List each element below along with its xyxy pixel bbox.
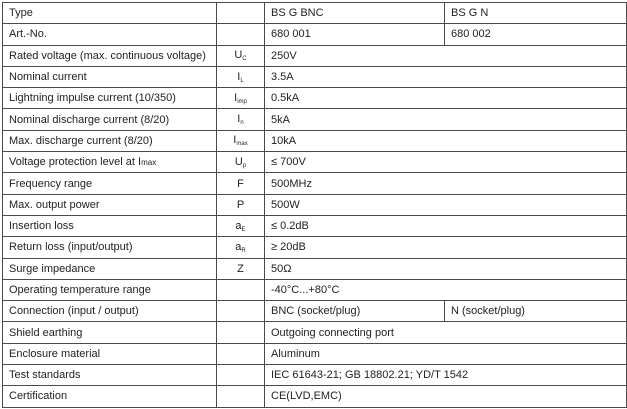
symbol-sub: E [241, 226, 246, 233]
symbol-main: U [234, 49, 243, 62]
row-label: Max. output power [3, 194, 217, 215]
row-label: Insertion loss [3, 215, 217, 236]
symbol-main: P [236, 198, 245, 211]
bnc-value: BNC (socket/plug) [265, 301, 445, 322]
row-label: Art.-No. [3, 24, 217, 45]
row-symbol [217, 173, 265, 194]
row-label: Nominal discharge current (8/20) [3, 109, 217, 130]
table-row [3, 45, 627, 66]
symbol-main: I [233, 134, 237, 147]
row-label: Enclosure material [3, 343, 217, 364]
table-row [3, 194, 627, 215]
row-label: Operating temperature range [3, 279, 217, 300]
table-row [3, 109, 627, 130]
row-label: Nominal current [3, 66, 217, 87]
row-symbol [217, 66, 265, 87]
symbol-main: a [235, 240, 242, 253]
bnc-value: 680 001 [265, 24, 445, 45]
n-value: BS G N [445, 3, 627, 24]
symbol-main: a [235, 219, 242, 232]
bnc-value: BS G BNC [265, 3, 445, 24]
n-value: N (socket/plug) [445, 301, 627, 322]
table-row [3, 322, 627, 343]
row-value: 500W [265, 194, 627, 215]
row-symbol [217, 322, 265, 343]
row-label-sub: max [141, 158, 157, 168]
row-symbol [217, 24, 265, 45]
table-row [3, 279, 627, 300]
table-row [3, 386, 627, 407]
symbol-main: I [237, 113, 241, 126]
symbol-sub: imp [237, 98, 247, 105]
spec-table [2, 2, 627, 408]
table-row [3, 237, 627, 258]
row-symbol [217, 301, 265, 322]
row-value: ≥ 20dB [265, 237, 627, 258]
row-symbol [217, 109, 265, 130]
row-value: ≤ 0.2dB [265, 215, 627, 236]
table-row [3, 130, 627, 151]
symbol-sub: n [240, 120, 244, 127]
table-row [3, 301, 627, 322]
row-label: Lightning impulse current (10/350) [3, 88, 217, 109]
n-value: 680 002 [445, 24, 627, 45]
row-label-text: Voltage protection level at I [9, 156, 142, 169]
row-label: Return loss (input/output) [3, 237, 217, 258]
symbol-main: I [237, 70, 241, 83]
row-label [3, 152, 217, 173]
table-row [3, 365, 627, 386]
row-value: 3.5A [265, 66, 627, 87]
row-symbol [217, 45, 265, 66]
row-symbol [217, 386, 265, 407]
table-row [3, 24, 627, 45]
symbol-sub: p [242, 162, 247, 169]
row-symbol [217, 365, 265, 386]
row-label: Max. discharge current (8/20) [3, 130, 217, 151]
row-label: Type [3, 3, 217, 24]
table-row [3, 88, 627, 109]
symbol-main: F [237, 177, 244, 190]
row-value: 50Ω [265, 258, 627, 279]
row-symbol [217, 279, 265, 300]
symbol-main: Z [237, 262, 244, 275]
symbol-sub: max [236, 141, 248, 148]
row-label: Surge impedance [3, 258, 217, 279]
row-symbol [217, 215, 265, 236]
row-symbol [217, 258, 265, 279]
row-value: ≤ 700V [265, 152, 627, 173]
row-value: Aluminum [265, 343, 627, 364]
symbol-sub: R [241, 247, 246, 254]
row-symbol [217, 194, 265, 215]
row-value: -40°C...+80°C [265, 279, 627, 300]
symbol-sub: C [242, 56, 247, 63]
row-symbol [217, 152, 265, 173]
row-value: CE(LVD,EMC) [265, 386, 627, 407]
row-symbol [217, 130, 265, 151]
row-symbol [217, 3, 265, 24]
row-value: 10kA [265, 130, 627, 151]
table-row [3, 3, 627, 24]
row-value: Outgoing connecting port [265, 322, 627, 343]
symbol-sub: L [240, 77, 244, 84]
row-symbol [217, 237, 265, 258]
row-value: 0.5kA [265, 88, 627, 109]
row-symbol [217, 343, 265, 364]
row-value: 250V [265, 45, 627, 66]
table-row [3, 343, 627, 364]
table-row [3, 173, 627, 194]
row-value: 500MHz [265, 173, 627, 194]
row-label: Shield earthing [3, 322, 217, 343]
table-row [3, 66, 627, 87]
row-value: 5kA [265, 109, 627, 130]
row-symbol [217, 88, 265, 109]
table-row [3, 152, 627, 173]
table-row [3, 258, 627, 279]
row-label: Test standards [3, 365, 217, 386]
row-label: Rated voltage (max. continuous voltage) [3, 45, 217, 66]
row-label: Connection (input / output) [3, 301, 217, 322]
row-value: IEC 61643-21; GB 18802.21; YD/T 1542 [265, 365, 627, 386]
row-label: Frequency range [3, 173, 217, 194]
symbol-main: I [234, 91, 238, 104]
symbol-main: U [234, 155, 243, 168]
row-label: Certification [3, 386, 217, 407]
table-row [3, 215, 627, 236]
